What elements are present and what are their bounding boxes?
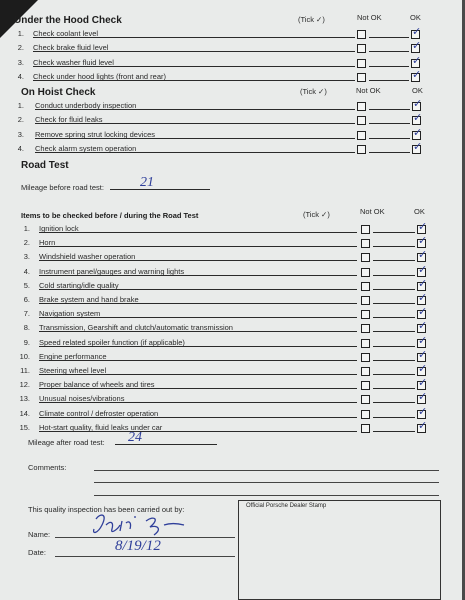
not-ok-checkbox[interactable] [361, 239, 370, 248]
item-label: Proper balance of wheels and tires [39, 380, 155, 390]
not-ok-checkbox[interactable] [361, 225, 370, 234]
item-leader-line [373, 402, 415, 403]
on-hoist-ok-header: OK [412, 86, 423, 95]
ok-check-mark-icon: ✓ [418, 376, 428, 390]
not-ok-checkbox[interactable] [361, 395, 370, 404]
item-number: 3. [23, 252, 30, 262]
ok-check-mark-icon: ✓ [418, 305, 428, 319]
not-ok-checkbox[interactable] [357, 59, 366, 68]
comments-line-2[interactable] [94, 482, 439, 483]
item-leader-line [39, 232, 357, 233]
item-label: Climate control / defroster operation [39, 408, 159, 418]
road-test-tick-label: (Tick ✓) [303, 210, 330, 219]
item-leader-line [35, 138, 355, 139]
item-leader-line [39, 303, 357, 304]
item-leader-line [373, 417, 415, 418]
item-leader-line [373, 388, 415, 389]
item-number: 1. [17, 29, 24, 38]
item-number: 8. [23, 323, 30, 333]
item-leader-line [33, 66, 355, 67]
item-label: Navigation system [39, 309, 101, 319]
not-ok-checkbox[interactable] [361, 367, 370, 376]
inspection-statement: This quality inspection has been carried out by: [28, 505, 185, 514]
item-leader-line [373, 289, 415, 290]
item-leader-line [373, 260, 415, 261]
item-label: Check under hood lights (front and rear) [33, 71, 166, 81]
item-label: Speed related spoiler function (if applicable) [39, 337, 185, 347]
not-ok-checkbox[interactable] [361, 268, 370, 277]
item-label: Brake system and hand brake [39, 295, 139, 304]
item-leader-line [373, 303, 415, 304]
not-ok-checkbox[interactable] [357, 102, 366, 111]
not-ok-checkbox[interactable] [361, 296, 370, 305]
on-hoist-title: On Hoist Check [21, 87, 96, 98]
item-label: Instrument panel/gauges and warning lights [39, 266, 185, 276]
ok-check-mark-icon: ✓ [418, 362, 428, 375]
item-leader-line [373, 275, 415, 276]
road-test-title: Road Test [21, 160, 69, 171]
date-label: Date: [28, 548, 46, 557]
item-leader-line [373, 317, 415, 318]
ok-check-mark-icon: ✓ [418, 418, 428, 432]
item-leader-line [35, 109, 355, 110]
ok-check-mark-icon: ✓ [418, 347, 428, 361]
item-leader-line [39, 246, 357, 247]
item-number: 4. [23, 266, 30, 276]
not-ok-checkbox[interactable] [361, 310, 370, 319]
item-leader-line [373, 346, 415, 347]
ok-check-mark-icon: ✓ [418, 220, 428, 233]
item-leader-line [39, 346, 357, 347]
ok-check-mark-icon: ✓ [413, 97, 423, 110]
not-ok-checkbox[interactable] [357, 44, 366, 53]
item-leader-line [369, 66, 409, 67]
item-leader-line [39, 289, 357, 290]
item-leader-line [39, 317, 357, 318]
on-hoist-tick-label: (Tick ✓) [300, 87, 327, 96]
ok-check-mark-icon: ✓ [413, 125, 423, 139]
item-number: 2. [17, 115, 24, 125]
item-leader-line [373, 246, 415, 247]
item-label: Cold starting/idle quality [39, 280, 119, 290]
item-label: Engine performance [39, 351, 107, 361]
not-ok-checkbox[interactable] [361, 353, 370, 362]
not-ok-checkbox[interactable] [361, 253, 370, 262]
dealer-stamp-box [238, 500, 441, 600]
not-ok-checkbox[interactable] [357, 145, 366, 154]
item-leader-line [373, 431, 415, 432]
dealer-stamp-label: Official Porsche Dealer Stamp [246, 503, 327, 509]
road-test-ok-header: OK [414, 207, 425, 216]
item-number: 2. [23, 238, 30, 248]
item-leader-line [39, 402, 357, 403]
item-label: Remove spring strut locking devices [35, 129, 156, 139]
date-line[interactable] [55, 556, 235, 557]
not-ok-checkbox[interactable] [357, 116, 366, 125]
item-number: 10. [19, 351, 30, 361]
item-leader-line [369, 37, 409, 38]
item-label: Ignition lock [39, 224, 79, 233]
item-leader-line [369, 123, 410, 124]
ok-check-mark-icon: ✓ [413, 139, 423, 153]
item-leader-line [369, 51, 409, 52]
item-label: Conduct underbody inspection [35, 101, 137, 110]
item-leader-line [39, 431, 357, 432]
mileage-before-label: Mileage before road test: [21, 183, 104, 192]
under-hood-ok-header: OK [410, 13, 421, 22]
ok-check-mark-icon: ✓ [418, 319, 428, 333]
mileage-after-value[interactable]: 24 [128, 430, 142, 445]
item-label: Check brake fluid level [33, 43, 109, 53]
item-leader-line [35, 152, 355, 153]
item-label: Windshield washer operation [39, 252, 136, 262]
not-ok-checkbox[interactable] [361, 424, 370, 433]
ok-check-mark-icon: ✓ [418, 276, 428, 290]
item-label: Check alarm system operation [35, 143, 137, 153]
item-label: Check washer fluid level [33, 57, 114, 67]
road-test-items-header: Items to be checked before / during the Road Test [21, 211, 199, 220]
not-ok-checkbox[interactable] [361, 324, 370, 333]
item-number: 15. [19, 422, 30, 432]
date-value[interactable]: 8/19/12 [115, 538, 161, 554]
comments-line-1[interactable] [94, 470, 439, 471]
not-ok-checkbox[interactable] [361, 339, 370, 348]
item-number: 12. [19, 380, 30, 390]
ok-check-mark-icon: ✓ [418, 390, 428, 404]
item-number: 3. [17, 57, 24, 67]
item-label: Check for fluid leaks [35, 115, 103, 125]
ok-check-mark-icon: ✓ [412, 67, 422, 81]
item-leader-line [373, 331, 415, 332]
item-number: 9. [23, 337, 30, 347]
not-ok-checkbox[interactable] [361, 410, 370, 419]
under-hood-tick-label: (Tick ✓) [298, 15, 325, 24]
item-number: 4. [17, 71, 24, 81]
item-leader-line [373, 374, 415, 375]
comments-line-3[interactable] [94, 495, 439, 496]
item-leader-line [39, 360, 357, 361]
item-number: 2. [17, 43, 24, 53]
item-label: Unusual noises/vibrations [39, 394, 125, 404]
item-leader-line [39, 417, 357, 418]
item-number: 4. [17, 143, 24, 153]
item-number: 14. [19, 408, 30, 418]
ok-check-mark-icon: ✓ [412, 39, 422, 53]
ok-check-mark-icon: ✓ [412, 25, 422, 38]
item-leader-line [33, 51, 355, 52]
item-leader-line [39, 388, 357, 389]
item-leader-line [369, 109, 410, 110]
on-hoist-notok-header: Not OK [356, 86, 381, 95]
item-number: 3. [17, 129, 24, 139]
mileage-before-value[interactable]: 21 [140, 175, 154, 190]
not-ok-checkbox[interactable] [357, 73, 366, 82]
handwritten-signature [88, 511, 188, 541]
road-test-notok-header: Not OK [360, 207, 385, 216]
mileage-before-line [110, 189, 210, 190]
ok-check-mark-icon: ✓ [418, 262, 428, 276]
item-leader-line [39, 260, 357, 261]
item-leader-line [39, 275, 357, 276]
not-ok-checkbox[interactable] [361, 282, 370, 291]
item-leader-line [33, 80, 355, 81]
ok-check-mark-icon: ✓ [418, 234, 428, 248]
ok-check-mark-icon: ✓ [413, 111, 423, 125]
not-ok-checkbox[interactable] [357, 131, 366, 140]
item-number: 11. [20, 366, 30, 375]
item-number: 6. [23, 295, 30, 304]
item-leader-line [373, 360, 415, 361]
ok-check-mark-icon: ✓ [412, 53, 422, 67]
ok-check-mark-icon: ✓ [418, 404, 428, 418]
ok-check-mark-icon: ✓ [418, 248, 428, 262]
ok-check-mark-icon: ✓ [418, 291, 428, 304]
item-leader-line [35, 123, 355, 124]
mileage-after-label: Mileage after road test: [28, 438, 105, 447]
item-label: Check coolant level [33, 29, 99, 38]
ok-check-mark-icon: ✓ [418, 333, 428, 347]
item-leader-line [369, 138, 410, 139]
item-number: 13. [19, 394, 30, 404]
name-label: Name: [28, 530, 51, 539]
item-leader-line [369, 152, 410, 153]
item-number: 1. [23, 224, 30, 233]
item-leader-line [39, 331, 357, 332]
not-ok-checkbox[interactable] [361, 381, 370, 390]
item-leader-line [369, 80, 409, 81]
item-number: 7. [23, 309, 30, 319]
item-leader-line [373, 232, 415, 233]
under-hood-notok-header: Not OK [357, 13, 382, 22]
not-ok-checkbox[interactable] [357, 30, 366, 39]
item-leader-line [39, 374, 357, 375]
item-label: Transmission, Gearshift and clutch/automatic transmission [39, 323, 233, 333]
item-label: Steering wheel level [39, 366, 107, 375]
item-number: 1. [17, 101, 24, 110]
item-label: Horn [39, 238, 56, 248]
comments-label: Comments: [28, 463, 67, 472]
item-label: Hot-start quality, fluid leaks under car [39, 422, 163, 432]
item-number: 5. [23, 280, 30, 290]
under-hood-title: Under the Hood Check [14, 15, 122, 26]
item-leader-line [33, 37, 355, 38]
